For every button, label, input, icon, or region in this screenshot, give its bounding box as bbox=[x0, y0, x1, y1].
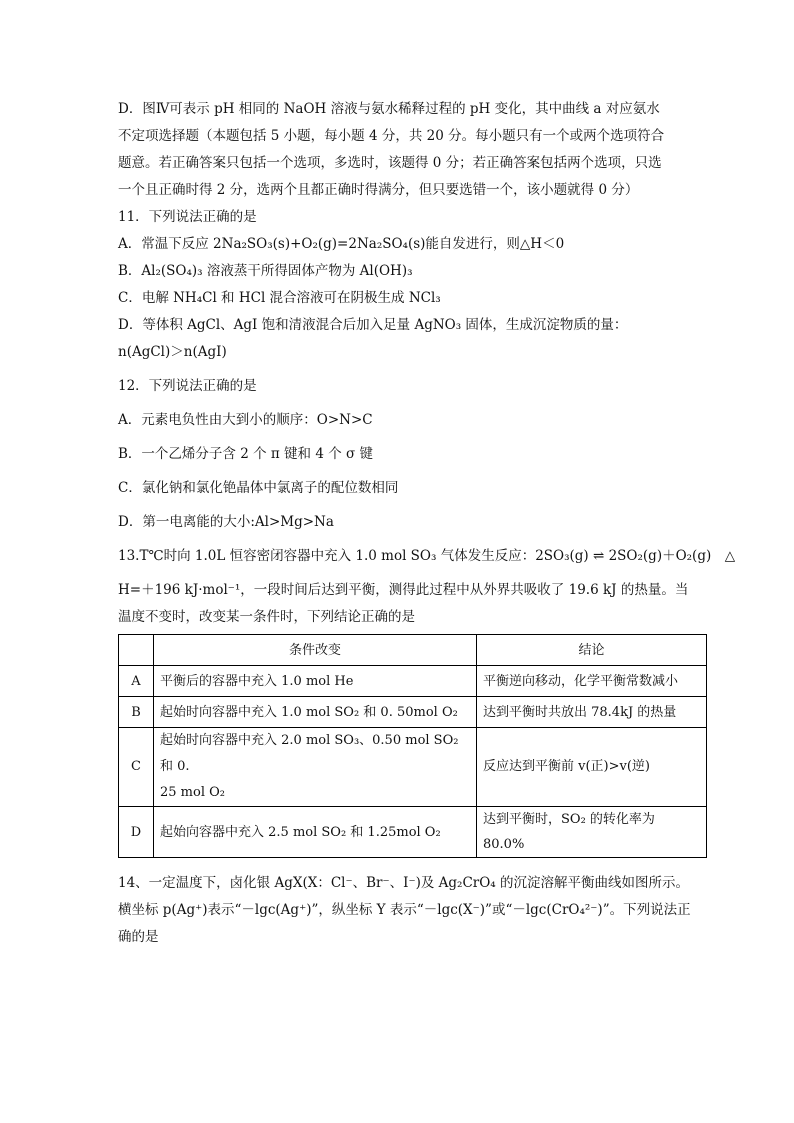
row-conclusion: 达到平衡时，SO₂ 的转化率为 80.0% bbox=[477, 807, 707, 858]
row-conclusion: 达到平衡时共放出 78.4kJ 的热量 bbox=[477, 697, 707, 728]
q13-stem-line-1: 13.T℃时向 1.0L 恒容密闭容器中充入 1.0 mol SO₃ 气体发生反应：2SO₃(g) ⇌ 2SO₂(g)＋O₂(g) △ bbox=[118, 548, 736, 564]
section-instructions-line-2: 题意。若正确答案只包括一个选项，多选时，该题得 0 分；若正确答案包括两个选项，只选 bbox=[118, 155, 662, 171]
row-conclusion: 平衡逆向移动，化学平衡常数减小 bbox=[477, 666, 707, 697]
row-condition bbox=[154, 728, 477, 807]
q13-stem-line-3: 温度不变时，改变某一条件时，下列结论正确的是 bbox=[118, 609, 415, 625]
q12-option-d: D．第一电离能的大小:Al>Mg>Na bbox=[118, 514, 334, 530]
q10-option-d: D．图Ⅳ可表示 pH 相同的 NaOH 溶液与氨水稀释过程的 pH 变化，其中曲线 a 对应氨水 bbox=[118, 101, 660, 117]
row-condition-line-1: 起始时向容器中充入 2.0 mol SO₃、0.50 mol SO₂ 和 0. bbox=[160, 733, 459, 774]
table-header-key bbox=[119, 635, 154, 666]
table-row bbox=[119, 807, 707, 858]
q11-option-d: D．等体积 AgCl、AgI 饱和清液混合后加入足量 AgNO₃ 固体，生成沉淀物质的量： bbox=[118, 317, 628, 333]
row-conclusion: 反应达到平衡前 v(正)>v(逆) bbox=[477, 728, 707, 807]
q11-option-a: A．常温下反应 2Na₂SO₃(s)+O₂(g)=2Na₂SO₄(s)能自发进行，则△H＜0 bbox=[118, 236, 565, 252]
table-row bbox=[119, 666, 707, 697]
row-condition: 平衡后的容器中充入 1.0 mol He bbox=[154, 666, 477, 697]
section-instructions-line-1: 不定项选择题（本题包括 5 小题，每小题 4 分，共 20 分。每小题只有一个或两个选项符合 bbox=[118, 128, 665, 144]
row-key: A bbox=[119, 666, 154, 697]
table-row bbox=[119, 728, 707, 807]
row-key: D bbox=[119, 807, 154, 858]
q11-stem: 11．下列说法正确的是 bbox=[118, 209, 257, 225]
table-header-conclusion: 结论 bbox=[477, 635, 707, 666]
table-header-condition: 条件改变 bbox=[154, 635, 477, 666]
q14-stem-line-1: 14、一定温度下，卤化银 AgX(X：Cl⁻、Br⁻、I⁻)及 Ag₂CrO₄ 的沉淀溶解平衡曲线如图所示。 bbox=[118, 875, 689, 891]
table-header-row bbox=[119, 635, 707, 666]
q12-option-a: A．元素电负性由大到小的顺序：O>N>C bbox=[118, 412, 373, 428]
q13-table bbox=[118, 634, 707, 858]
q13-stem-line-2: H=＋196 kJ·mol⁻¹，一段时间后达到平衡，测得此过程中从外界共吸收了 19.6 kJ 的热量。当 bbox=[118, 582, 689, 598]
q12-option-b: B．一个乙烯分子含 2 个 π 键和 4 个 σ 键 bbox=[118, 446, 374, 462]
q11-option-d-cont: n(AgCl)＞n(AgI) bbox=[118, 344, 227, 360]
q14-stem-line-2: 横坐标 p(Ag⁺)表示“－lgc(Ag⁺)”，纵坐标 Y 表示“－lgc(X⁻)”或“－lgc(CrO₄²⁻)”。下列说法正 bbox=[118, 902, 691, 918]
q12-option-c: C．氯化钠和氯化铯晶体中氯离子的配位数相同 bbox=[118, 480, 399, 496]
exam-page bbox=[118, 96, 736, 951]
section-instructions-line-3: 一个且正确时得 2 分，选两个且都正确时得满分，但只要选错一个，该小题就得 0 分） bbox=[118, 182, 639, 198]
row-key: B bbox=[119, 697, 154, 728]
q14-stem-line-3: 确的是 bbox=[118, 929, 159, 945]
q11-option-b: B．Al₂(SO₄)₃ 溶液蒸干所得固体产物为 Al(OH)₃ bbox=[118, 263, 413, 279]
row-key: C bbox=[119, 728, 154, 807]
q11-option-c: C．电解 NH₄Cl 和 HCl 混合溶液可在阴极生成 NCl₃ bbox=[118, 290, 441, 306]
row-condition: 起始时向容器中充入 1.0 mol SO₂ 和 0. 50mol O₂ bbox=[154, 697, 477, 728]
q12-stem: 12．下列说法正确的是 bbox=[118, 378, 257, 394]
row-condition-line-2: 25 mol O₂ bbox=[160, 785, 225, 800]
row-condition: 起始向容器中充入 2.5 mol SO₂ 和 1.25mol O₂ bbox=[154, 807, 477, 858]
table-row bbox=[119, 697, 707, 728]
